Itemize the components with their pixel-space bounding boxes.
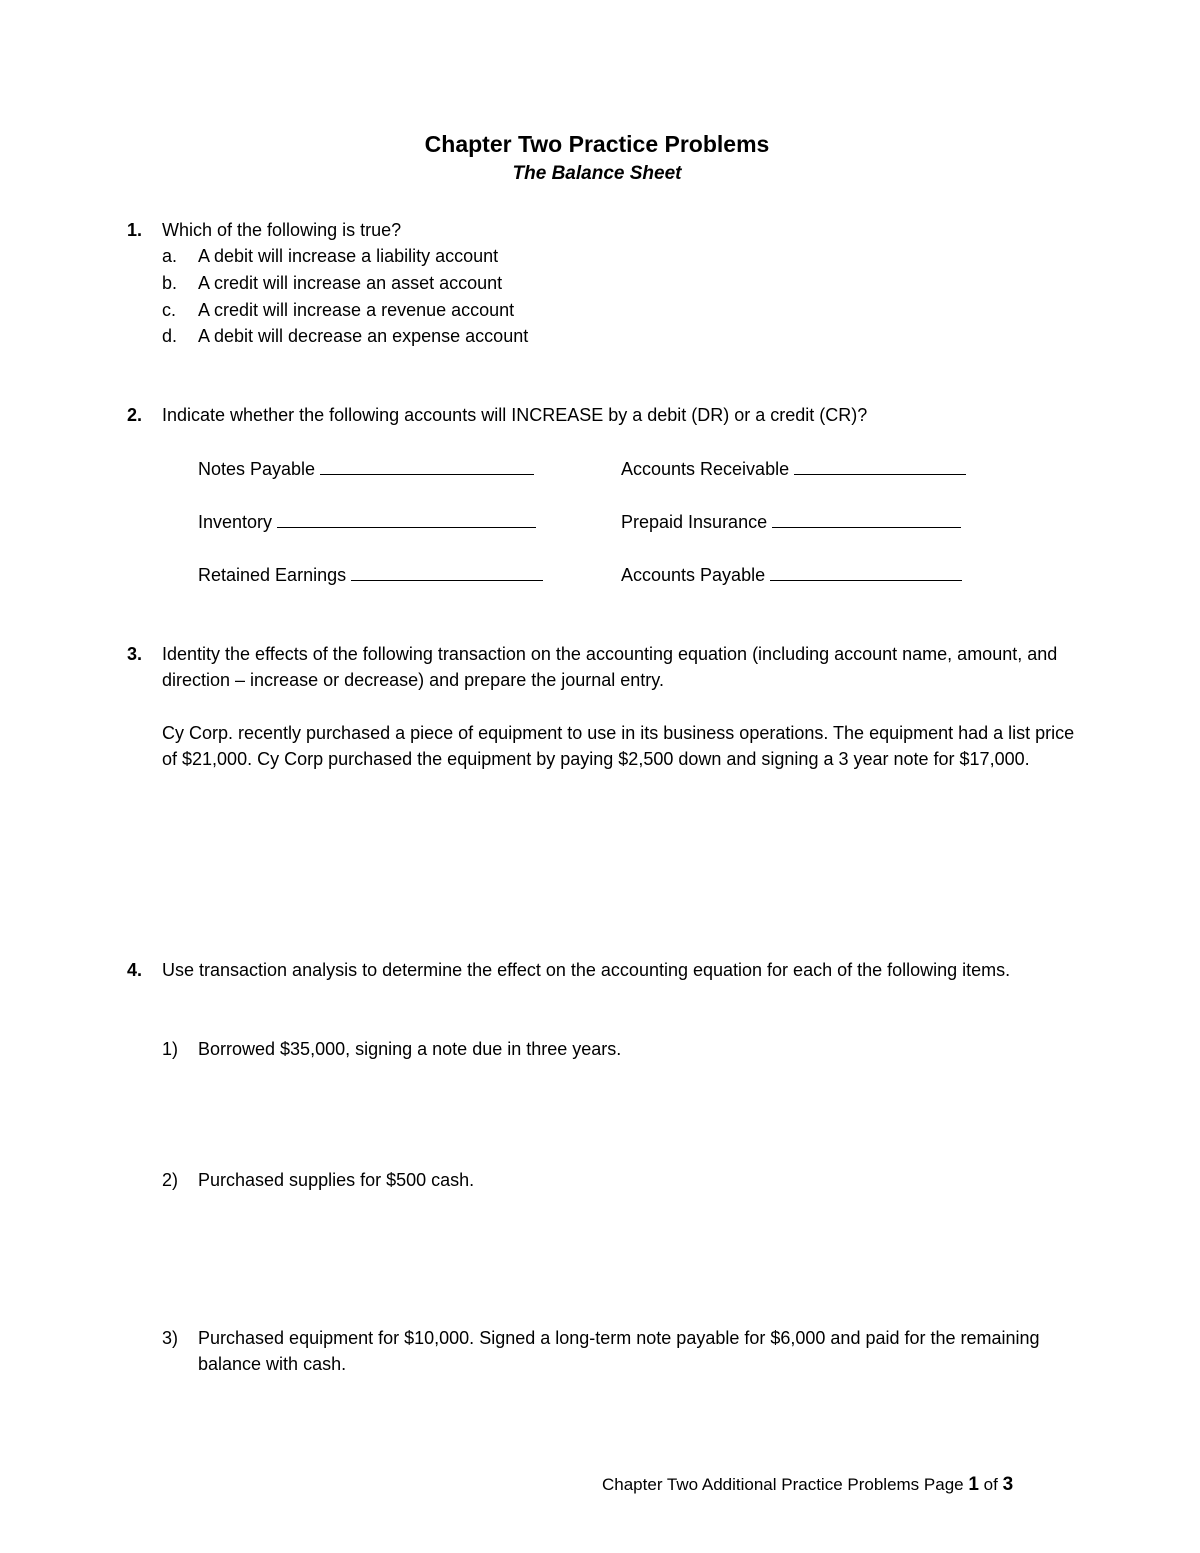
- item-label: 2): [162, 1170, 179, 1190]
- account-label: Notes Payable: [198, 459, 316, 479]
- item-text: Borrowed $35,000, signing a note due in three years.: [198, 1039, 622, 1059]
- option-text: A debit will increase a liability account: [198, 246, 499, 266]
- footer-total-pages: 3: [1002, 1474, 1014, 1495]
- option-text: A debit will decrease an expense account: [198, 326, 529, 346]
- page-title: Chapter Two Practice Problems: [424, 131, 770, 157]
- answer-line[interactable]: [794, 458, 966, 475]
- footer-of: of: [983, 1475, 998, 1494]
- answer-line[interactable]: [772, 511, 961, 528]
- item-text: Purchased supplies for $500 cash.: [198, 1170, 475, 1190]
- question-2-text: Indicate whether the following accounts will INCREASE by a debit (DR) or a credit (CR)?: [162, 405, 868, 425]
- answer-line[interactable]: [351, 564, 543, 581]
- question-4-text: Use transaction analysis to determine the effect on the accounting equation for each of the following items.: [162, 960, 1011, 980]
- item-label: 3): [162, 1328, 179, 1348]
- question-4-number: 4.: [127, 960, 143, 980]
- option-text: A credit will increase a revenue account: [198, 300, 515, 320]
- answer-line[interactable]: [277, 511, 536, 528]
- option-letter: d.: [162, 326, 178, 346]
- answer-line[interactable]: [320, 458, 534, 475]
- account-label: Inventory: [198, 512, 273, 532]
- question-1-number: 1.: [127, 220, 143, 240]
- account-label: Accounts Payable: [621, 565, 766, 585]
- account-blank-inventory: [198, 511, 536, 533]
- answer-line[interactable]: [770, 564, 962, 581]
- page-subtitle: The Balance Sheet: [512, 163, 682, 184]
- option-letter: c.: [162, 300, 177, 320]
- option-letter: a.: [162, 246, 178, 266]
- account-label: Retained Earnings: [198, 565, 347, 585]
- question-3-text: Identity the effects of the following transaction on the accounting equation (including account name, amount, and direction – increase or decrease) and prepare the journal entry.: [162, 644, 1058, 690]
- account-blank-accounts-receivable: [621, 458, 966, 480]
- account-label: Prepaid Insurance: [621, 512, 768, 532]
- account-blank-prepaid-insurance: [621, 511, 961, 533]
- question-1-text: Which of the following is true?: [162, 220, 402, 240]
- option-letter: b.: [162, 273, 178, 293]
- footer-page-number: 1: [968, 1474, 979, 1495]
- account-blank-notes-payable: [198, 458, 534, 480]
- account-blank-retained-earnings: [198, 564, 543, 586]
- account-blank-accounts-payable: [621, 564, 962, 586]
- account-label: Accounts Receivable: [621, 459, 790, 479]
- item-text: Purchased equipment for $10,000. Signed a long-term note payable for $6,000 and paid for the remaining balance with cash.: [198, 1328, 1040, 1374]
- question-3-number: 3.: [127, 644, 143, 664]
- question-3-scenario: Cy Corp. recently purchased a piece of equipment to use in its business operations. The equipment had a list price of $21,000. Cy Corp purchased the equipment by paying $2,500 down and signing a 3 year note for $17,000.: [162, 723, 1075, 769]
- option-text: A credit will increase an asset account: [198, 273, 503, 293]
- item-label: 1): [162, 1039, 179, 1059]
- question-2-number: 2.: [127, 405, 143, 425]
- page-footer: [602, 1474, 1013, 1496]
- footer-text: Chapter Two Additional Practice Problems Page: [602, 1475, 964, 1494]
